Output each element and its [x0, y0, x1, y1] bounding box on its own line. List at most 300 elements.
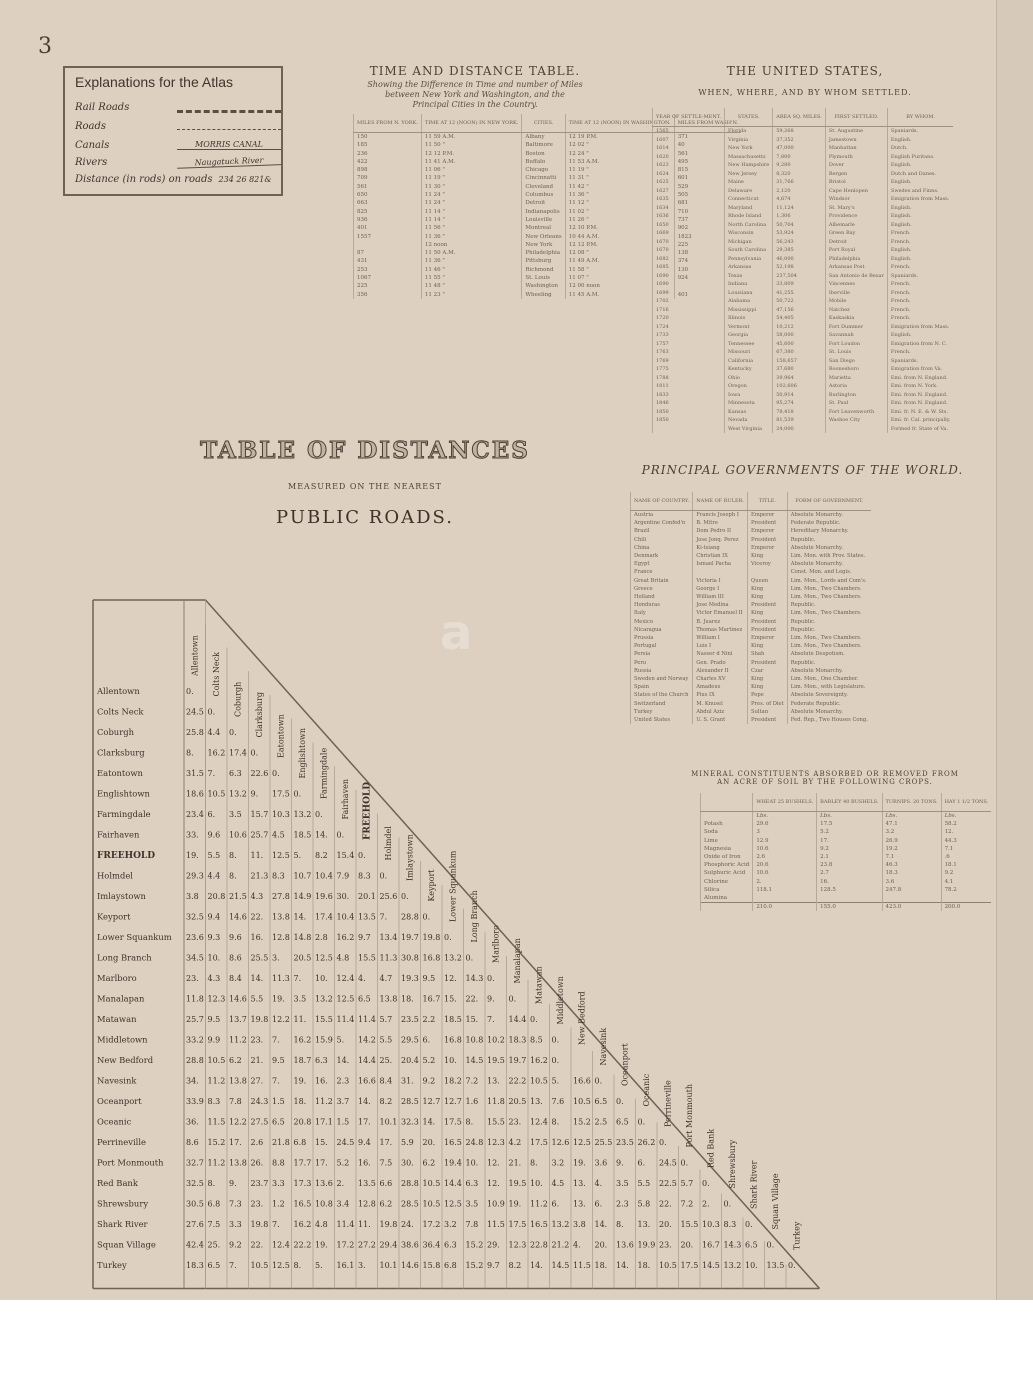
us-table-cell: 158,657: [773, 357, 826, 366]
us-table-cell: 1716: [653, 306, 725, 315]
gov-table-cell: Federate Republic.: [787, 700, 871, 708]
distance-value: 13.2: [723, 1261, 742, 1270]
minerals-cell: 7.1: [882, 853, 941, 861]
distance-value: 10.: [530, 1179, 543, 1188]
distance-value: 12.4: [272, 1240, 290, 1250]
us-table-cell: Vincennes: [825, 280, 887, 289]
distance-value: 10.: [315, 974, 328, 983]
distance-value: 23.6: [186, 933, 204, 942]
distance-value: 18.5: [293, 830, 312, 840]
distance-value: 16.8: [444, 1035, 462, 1045]
distance-value: 12.5: [336, 994, 355, 1004]
column-place-name: Colts Neck: [211, 652, 221, 697]
minerals-cell: 19.2: [882, 845, 941, 853]
us-table-cell: Green Bay: [825, 229, 887, 238]
us-table-cell: Spaniards.: [887, 357, 953, 366]
time-table-cell: 253: [354, 266, 422, 274]
us-table-cell: Delaware: [725, 187, 773, 196]
distance-value: 3.3: [272, 1179, 285, 1188]
distance-value: 5.5: [250, 994, 264, 1004]
distance-value: 0.: [723, 1199, 732, 1209]
distance-value: 8.5: [530, 1035, 543, 1045]
distance-value: 5.: [293, 851, 302, 860]
distance-value: 16.8: [422, 953, 441, 963]
us-table-cell: Alabama: [725, 297, 773, 306]
minerals-cell: 16.: [817, 878, 882, 886]
distance-value: 23.: [250, 1199, 264, 1209]
time-table-cell: 371: [674, 133, 741, 142]
gov-table-cell: Absolute Monarchy.: [787, 708, 871, 716]
us-table-cell: English.: [887, 221, 953, 230]
distance-value: 7.: [229, 1261, 237, 1270]
time-table-cell: 815: [674, 166, 741, 174]
distance-value: 10.5: [422, 1179, 441, 1188]
distance-value: 7.3: [229, 1199, 242, 1209]
gov-table-cell: Lim. Mon., Two Chambers.: [787, 642, 871, 650]
row-place-name: Oceanic: [97, 1116, 132, 1127]
distance-value: 4.5: [551, 1179, 565, 1188]
minerals-cell: 46.3: [882, 861, 941, 869]
time-table-cell: 11 59 A.M.: [421, 133, 522, 142]
distance-value: 23.5: [616, 1138, 634, 1147]
us-table-header: YEAR OF SETTLE-MENT.: [653, 108, 725, 127]
distance-value: 20.: [659, 1220, 672, 1229]
legend-label: Distance (in rods) on roads: [75, 174, 213, 185]
legend-sample: MORRIS CANAL: [177, 140, 281, 150]
distance-value: 17.4: [229, 748, 247, 758]
gov-table-cell: Argentine Confed'n: [631, 519, 693, 527]
minerals-cell: 20.6: [753, 861, 817, 869]
us-table-cell: Marietta: [825, 374, 887, 383]
watermark: a: [440, 605, 473, 661]
us-table-cell: 29,385: [773, 246, 826, 255]
gov-table-cell: Jose Medina: [693, 601, 748, 609]
us-table-cell: 53,924: [773, 229, 826, 238]
us-table-cell: 78,418: [773, 408, 826, 417]
us-table-header: BY WHOM.: [887, 108, 953, 127]
distance-value: 14.: [250, 974, 264, 983]
gov-table-cell: B. Juarez: [693, 618, 748, 626]
distance-value: 2.2: [422, 1015, 436, 1024]
us-table-cell: 8,320: [773, 170, 826, 179]
distance-value: 25.: [379, 1056, 393, 1065]
distance-value: 30.: [336, 892, 350, 901]
gov-table-cell: President: [748, 536, 788, 544]
distance-value: 15.5: [487, 1117, 505, 1127]
gov-table-cell: King: [748, 585, 788, 593]
us-table-cell: English.: [887, 161, 953, 170]
distance-value: 24.5: [336, 1138, 355, 1147]
distance-value: 9.5: [422, 974, 436, 983]
legend-sample: 234 26 821&: [218, 175, 272, 184]
distance-value: 3.: [358, 1261, 366, 1270]
gov-table-cell: Absolute Sovereignty.: [787, 691, 871, 699]
column-place-name: Long Branch: [469, 890, 479, 943]
distance-value: 6.5: [616, 1117, 629, 1127]
distance-value: 14.5: [702, 1261, 720, 1270]
distance-value: 8.8: [272, 1158, 285, 1168]
distance-value: 8.2: [379, 1097, 393, 1106]
us-table-cell: Astoria: [825, 382, 887, 391]
us-table-cell: Fort Dummer: [825, 323, 887, 332]
distance-value: 5.5: [379, 1035, 393, 1045]
us-table-cell: 1763: [653, 348, 725, 357]
distance-value: 32.3: [401, 1117, 419, 1127]
distance-value: 17.: [358, 1117, 371, 1127]
column-place-name: Eatontown: [276, 714, 286, 758]
distance-value: 23.4: [186, 810, 204, 819]
us-table-cell: New Hampshire: [725, 161, 773, 170]
minerals-cell: 78.2: [941, 886, 991, 894]
distance-value: 2.: [702, 1199, 710, 1209]
us-table-cell: Emi. from N. York.: [887, 382, 953, 391]
time-table-cell: 495: [674, 158, 741, 166]
row-place-name: Navesink: [97, 1075, 137, 1086]
us-table-cell: San Antonio de Bexar: [825, 272, 887, 281]
time-table-cell: 11 02 ": [565, 208, 674, 216]
us-table-cell: 1614: [653, 144, 725, 153]
us-table-cell: French.: [887, 263, 953, 272]
distance-value: 18.: [594, 1261, 608, 1270]
us-table-cell: Maryland: [725, 204, 773, 213]
distance-value: 6.3: [229, 769, 242, 778]
distance-value: 16.7: [702, 1240, 720, 1250]
us-table-cell: Mobile: [825, 297, 887, 306]
distance-value: 10.6: [229, 830, 247, 840]
distance-value: 1.2: [272, 1199, 285, 1209]
us-table-cell: St. Mary's: [825, 204, 887, 213]
distance-value: 5.8: [637, 1199, 651, 1209]
us-table-cell: Arkansas Post: [825, 263, 887, 272]
gov-table-cell: Emperor: [748, 544, 788, 552]
distance-value: 17.: [315, 1158, 328, 1168]
time-table-cell: 902: [674, 224, 741, 232]
us-table-cell: Fort Loudon: [825, 340, 887, 349]
distances-title: TABLE OF DISTANCES: [200, 437, 530, 464]
time-table-cell: Philadelphia: [522, 249, 565, 257]
distance-value: 16.: [250, 933, 264, 942]
us-table-cell: Swedes and Finns.: [887, 187, 953, 196]
us-table-cell: 1720: [653, 314, 725, 323]
distance-value: 13.5: [358, 912, 376, 922]
row-place-name: Shark River: [97, 1219, 148, 1229]
legend-title: Explanations for the Atlas: [75, 74, 233, 90]
column-place-name: Oceanport: [620, 1043, 630, 1086]
distance-value: 13.8: [229, 1158, 247, 1168]
time-table-cell: 130: [674, 266, 741, 274]
legend-label: Canals: [75, 140, 110, 151]
distance-value: 18.3: [186, 1261, 204, 1270]
distance-value: 0.: [680, 1158, 689, 1168]
minerals-cell: 118.1: [753, 886, 817, 894]
distance-value: 21.: [508, 1158, 522, 1168]
gov-table-cell: Pope: [748, 691, 788, 699]
distance-value: 25.5: [250, 953, 269, 963]
us-table-cell: New York: [725, 144, 773, 153]
page-number: 3: [38, 34, 52, 59]
us-table-cell: Spaniards.: [887, 127, 953, 136]
distance-value: 16.5: [293, 1199, 312, 1209]
minerals-cell: 2.7: [817, 869, 882, 877]
distance-value: 9.7: [487, 1261, 500, 1270]
distance-value: 7.: [272, 1076, 280, 1086]
us-table-cell: 50,914: [773, 391, 826, 400]
time-table-cell: Washington: [522, 282, 565, 290]
distance-value: 15.: [315, 1138, 328, 1147]
us-table-cell: Vermont: [725, 323, 773, 332]
distance-value: 5.: [315, 1261, 323, 1270]
minerals-cell: 47.1: [882, 820, 941, 828]
distance-value: 23.: [250, 1035, 264, 1045]
us-table-cell: Emi. from N. England.: [887, 391, 953, 400]
us-table-cell: Fort Leavenworth: [825, 408, 887, 417]
us-table-header: STATES.: [725, 108, 773, 127]
us-table-cell: 54,405: [773, 314, 826, 323]
us-table-cell: 1846: [653, 399, 725, 408]
us-table-cell: 52,198: [773, 263, 826, 272]
time-table-cell: 12 02 ": [565, 141, 674, 149]
distance-value: 8.4: [379, 1076, 393, 1086]
us-table-cell: Windsor: [825, 195, 887, 204]
minerals-cell: 29.6: [753, 820, 817, 828]
distance-value: 10.5: [530, 1076, 548, 1086]
time-table-cell: 924: [674, 274, 741, 282]
distance-value: 11.: [358, 1220, 371, 1229]
distance-value: 29.5: [401, 1035, 419, 1045]
distance-value: 13.6: [616, 1240, 634, 1250]
minerals-cell: Potash: [701, 820, 753, 828]
distance-value: 11.5: [573, 1261, 591, 1270]
distance-value: 21.8: [272, 1138, 290, 1147]
us-table-cell: 24,000: [773, 425, 826, 434]
time-table-cell: 505: [674, 191, 741, 199]
distance-value: 0.: [465, 953, 474, 963]
distance-value: 19.9: [637, 1240, 656, 1250]
distance-value: 0.: [336, 830, 345, 840]
us-table-cell: Emi. from N. England.: [887, 399, 953, 408]
distance-value: 0.: [702, 1179, 710, 1188]
distance-value: 12.3: [508, 1240, 527, 1250]
distance-value: 24.3: [250, 1097, 269, 1106]
distance-value: 14.4: [444, 1179, 462, 1188]
gov-table-cell: Absolute Monarchy.: [787, 511, 871, 520]
gov-table-cell: Victor Emanuel II: [693, 609, 748, 617]
distance-value: 19.8: [250, 1220, 269, 1229]
distance-value: 10.5: [207, 789, 226, 799]
distance-value: 6.5: [358, 994, 371, 1004]
distance-value: 6.8: [293, 1138, 307, 1147]
gov-table-cell: Mexico: [631, 618, 693, 626]
gov-table-cell: Turkey: [631, 708, 693, 716]
gov-table-cell: Victoria I: [693, 577, 748, 585]
us-table-cell: Boonesboro: [825, 365, 887, 374]
distance-value: 0.: [379, 871, 388, 881]
gov-table-cell: M. Knusel: [693, 700, 748, 708]
distance-value: 17.2: [336, 1240, 355, 1250]
minerals-cell: Chlorine: [701, 878, 753, 886]
distance-value: 15.9: [315, 1035, 333, 1045]
distance-value: 19.5: [508, 1179, 527, 1188]
distance-value: 14.: [293, 912, 307, 922]
minerals-cell: Phosphoric Acid: [701, 861, 753, 869]
gov-table-header: NAME OF RULER.: [693, 492, 748, 511]
us-table-cell: 45,600: [773, 340, 826, 349]
distance-value: 0.: [788, 1261, 796, 1270]
distance-value: 9.7: [358, 933, 371, 942]
us-table-cell: Pennsylvania: [725, 255, 773, 264]
row-place-name: Red Bank: [97, 1178, 138, 1188]
distance-value: 6.3: [465, 1179, 479, 1188]
us-table-cell: Massachusetts: [725, 153, 773, 162]
distance-value: 12.8: [272, 933, 290, 942]
distance-value: 14.4: [358, 1056, 376, 1065]
minerals-cell: 23.8: [817, 861, 882, 869]
time-table-cell: 10 44 A.M.: [565, 233, 674, 241]
time-table-title: TIME AND DISTANCE TABLE.: [369, 64, 581, 78]
gov-table-cell: Pres. of Diet: [748, 700, 788, 708]
us-table-cell: Port Royal: [825, 246, 887, 255]
distance-value: 24.: [401, 1220, 414, 1229]
distance-value: 14.6: [401, 1261, 419, 1270]
minerals-total-cell: 423.0: [882, 903, 941, 912]
gov-table-cell: Republic.: [787, 536, 871, 544]
column-place-name: Fairhaven: [340, 779, 350, 820]
distance-value: 9.5: [207, 1015, 221, 1024]
distance-value: 17.5: [530, 1138, 548, 1147]
distance-value: 30.5: [186, 1199, 204, 1209]
distance-value: 24.5: [186, 707, 204, 717]
us-table-cell: 31,766: [773, 178, 826, 187]
time-table-cell: New York: [522, 241, 565, 249]
time-table-cell: Columbus: [522, 191, 565, 199]
us-table-cell: Detroit: [825, 238, 887, 247]
time-table-cell: Buffalo: [522, 158, 565, 166]
distance-value: 17.5: [444, 1117, 462, 1127]
distance-value: 6.6: [379, 1179, 393, 1188]
distance-value: 29.4: [379, 1240, 398, 1250]
us-table-cell: 1670: [653, 246, 725, 255]
distance-value: 28.8: [401, 1179, 419, 1188]
distance-value: 15.2: [465, 1261, 484, 1270]
distance-value: 20.4: [401, 1056, 419, 1065]
distance-value: 16.7: [422, 994, 441, 1004]
minerals-cell: 3.2: [882, 828, 941, 836]
distance-value: 9.2: [229, 1240, 242, 1250]
us-table-cell: Iberville: [825, 289, 887, 298]
distance-value: 22.2: [508, 1076, 527, 1086]
distance-value: 22.8: [530, 1240, 548, 1250]
distance-value: 20.8: [293, 1117, 312, 1127]
distance-value: 12.2: [229, 1117, 247, 1127]
time-table-cell: 185: [354, 141, 422, 149]
distance-value: 12.5: [444, 1199, 462, 1209]
distance-value: 28.5: [401, 1097, 419, 1106]
distance-value: 6.2: [379, 1199, 393, 1209]
us-table-cell: 1,306: [773, 212, 826, 221]
gov-table-cell: Pius IX: [693, 691, 748, 699]
distance-value: 7.: [379, 912, 388, 922]
distance-value: 3.8: [573, 1220, 586, 1229]
distance-value: 22.5: [659, 1179, 677, 1188]
us-table-cell: 1850: [653, 416, 725, 425]
distance-value: 0.: [207, 707, 216, 717]
distance-value: 13.7: [229, 1015, 247, 1024]
minerals-header: BARLEY 40 BUSHELS.: [817, 793, 882, 812]
distance-value: 6.: [422, 1035, 431, 1045]
minerals-cell: Oxide of Iron: [701, 853, 753, 861]
distance-value: 15.2: [465, 1240, 484, 1250]
us-table-cell: Texas: [725, 272, 773, 281]
gov-table-cell: Lim. Mon., with Legislature.: [787, 683, 871, 691]
column-place-name: Perrineville: [663, 1080, 673, 1127]
distance-value: 13.2: [551, 1220, 570, 1229]
distance-value: 10.5: [659, 1261, 677, 1270]
time-table-cell: Indianapolis: [522, 208, 565, 216]
time-table-header: CITIES.: [522, 114, 565, 133]
gov-table-cell: Lim. Mon., Lords and Com's.: [787, 577, 871, 585]
distance-value: 25.5: [594, 1138, 613, 1147]
distance-value: 16.: [315, 1076, 328, 1086]
row-place-name: Marlboro: [97, 973, 137, 983]
distance-value: 0.: [508, 994, 517, 1004]
row-place-name: Long Branch: [97, 952, 152, 963]
row-place-name: Perrineville: [97, 1137, 146, 1147]
us-table-cell: 67,380: [773, 348, 826, 357]
time-table-cell: 737: [674, 216, 741, 224]
gov-table-cell: Jose Jonq. Perez: [693, 536, 748, 544]
distance-value: 8.: [530, 1158, 538, 1168]
us-table-cell: St. Louis: [825, 348, 887, 357]
us-table-cell: Burlington: [825, 391, 887, 400]
distance-value: 16.2: [530, 1056, 548, 1065]
us-table-cell: French.: [887, 229, 953, 238]
distance-value: 3.6: [594, 1158, 608, 1168]
distance-value: 13.2: [444, 953, 462, 963]
distance-value: 16.2: [293, 1035, 312, 1045]
distance-value: 0.: [551, 1035, 560, 1045]
distance-value: 0.: [401, 892, 409, 901]
column-place-name: Oceanic: [641, 1073, 651, 1107]
row-place-name: Middletown: [97, 1034, 148, 1045]
time-table-cell: 529: [674, 183, 741, 191]
row-place-name: Coburgh: [97, 727, 134, 737]
gov-table-cell: Nasser d Nini: [693, 650, 748, 658]
distance-value: 0.: [444, 933, 452, 942]
distance-value: 10.1: [379, 1117, 398, 1127]
gov-table-cell: Thomas Martinez: [693, 626, 748, 634]
column-place-name: Clarksburg: [254, 692, 264, 738]
distance-value: 10.5: [422, 1199, 441, 1209]
distance-value: 20.: [594, 1240, 608, 1250]
time-table-cell: 1067: [354, 274, 422, 282]
gov-table-cell: Sultan: [748, 708, 788, 716]
us-table-cell: 1685: [653, 263, 725, 272]
distance-value: 14.6: [229, 912, 247, 922]
row-place-name: Lower Squankum: [97, 932, 172, 942]
time-table-cell: St. Louis: [522, 274, 565, 282]
column-place-name: Keyport: [426, 869, 436, 902]
time-table-cell: 11 36 ": [421, 233, 522, 241]
distance-value: 10.2: [487, 1035, 505, 1045]
distance-value: 21.2: [551, 1240, 570, 1250]
time-table-cell: Cincinnatti: [522, 174, 565, 182]
distance-value: 14.5: [551, 1261, 570, 1270]
distance-value: 9.5: [272, 1056, 285, 1065]
distances-subtitle: MEASURED ON THE NEAREST: [288, 482, 442, 491]
row-place-name: Shrewsbury: [97, 1198, 149, 1209]
time-table-cell: 1557: [354, 233, 422, 241]
distance-value: 2.5: [594, 1117, 608, 1127]
